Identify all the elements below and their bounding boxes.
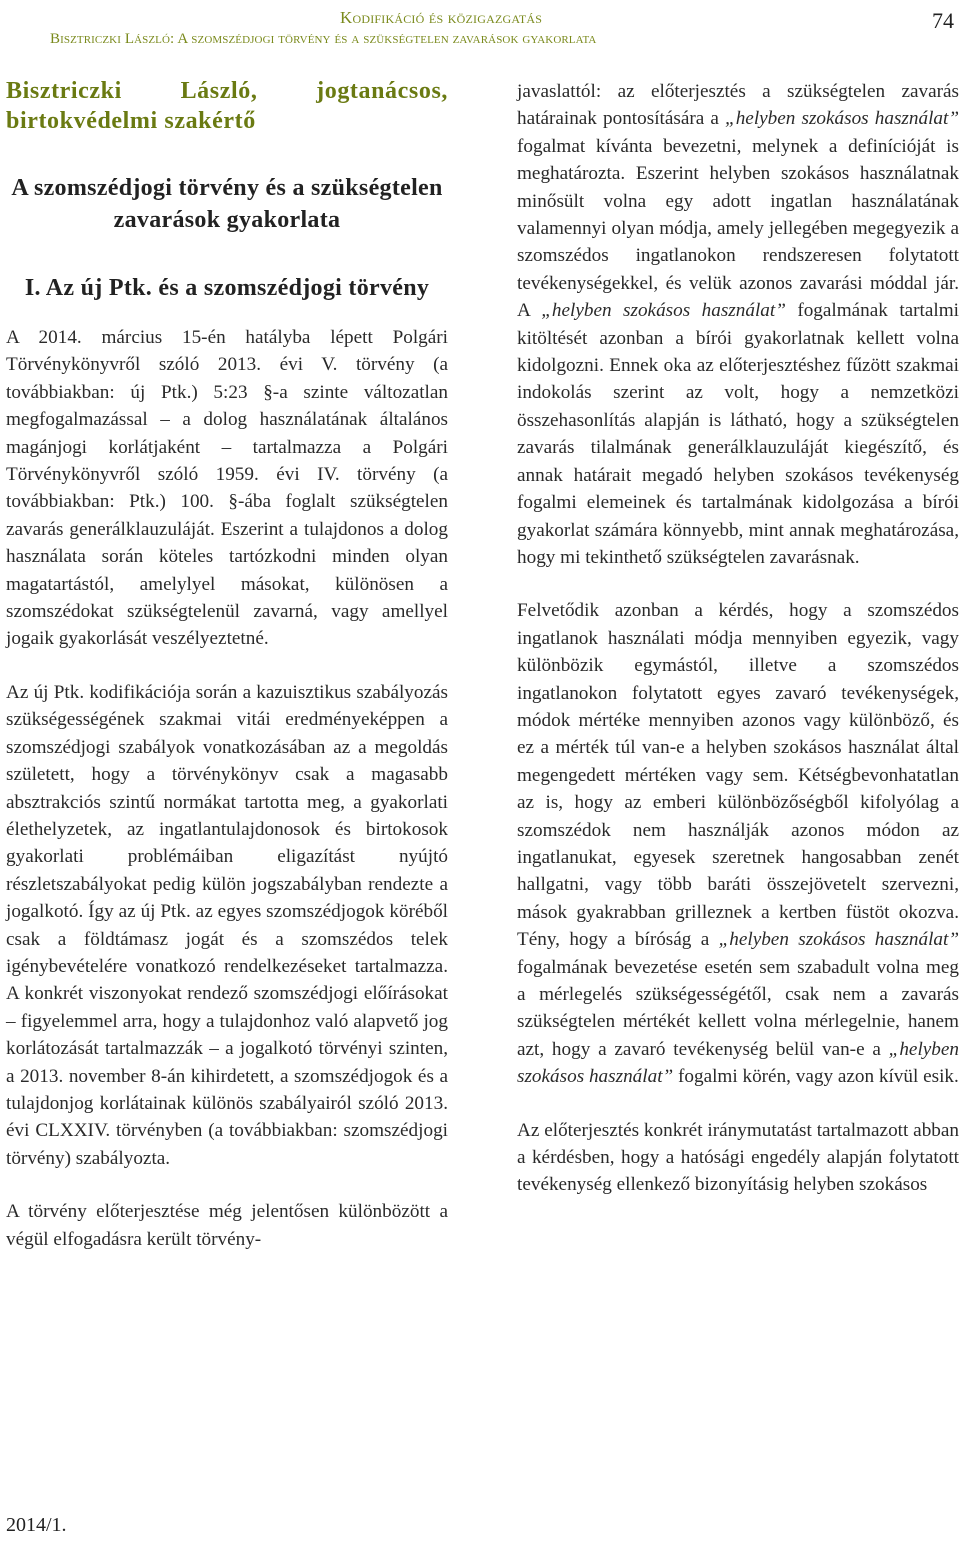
paragraph: Az új Ptk. kodifikációja során a kazuisztikus szabályozás szükségességének szakmai vitái eredményeképpen a szomszédjogi szabályok vonatkozásában az a megoldás született, hogy a törvénykönyv csak a magasabb absztrakciós szintű normákat tartotta meg, a gyakorlati élethelyzetek, az ingatlantulajdonosok és birtokosok gyakorlati problémáiban eligazítást nyújtó részletszabályokat pedig külön jogszabályban rendezte a jogalkotó. Így az új Ptk. az egyes szomszédjogok köréből csak a földtámasz jogát és a szomszédos telek igénybevételére vonatkozó rendelkezéseket tartalmazza. A konkrét viszonyokat rendező szomszédjogi előírásokat – figyelemmel arra, hogy a tulajdonhoz való alapvető jog korlátozását tartalmazzák – a jogalkotó törvényi szinten, a 2013. november 8-án kihirdetett, a szomszédjogok és a tulajdonjog korlátainak különös szabályairól szóló 2013. évi CLXXIV. törvényben (a továbbiakban: szomszédjogi törvény) szabályozta.: [6, 681, 448, 1169]
text-run: fogalmi körén, vagy azon kívül esik.: [673, 1066, 959, 1088]
italic-term: „helyben szokásos használat”: [541, 300, 786, 322]
right-column: [517, 78, 959, 1199]
paragraph: [517, 597, 959, 1090]
running-title: Bisztriczki László: A szomszédjogi törvény és a szükségtelen zavarások gyakorlata: [50, 31, 597, 47]
text-run: fogalmának bevezetése esetén sem szabadult volna meg a mérlegelés szükségességétől, csak nem a zavarás szükségtelen mértékét kellett volna mérlegelnie, hanem azt, hogy a zavaró tevékenység belül van-e a: [517, 956, 959, 1060]
text-run: Felvetődik azonban a kérdés, hogy a szomszédos ingatlanok használati módja mennyiben egyezik, vagy különbözik egymástól, illetve a szomszédos ingatlanokon folytatott egyes zavaró tevékenységek, módok mértéke mennyiben azonos vagy különböző, és ez a mérték túl van-e a helyben szokásos használat által megengedett mértéken vagy sem. Kétségbevonhatatlan az is, hogy az emberi különbözőségből kifolyólag a szomszédok nem használják azonos módon az ingatlanukat, egyesek szeretnek hangosabban zenét hallgatni, vagy több baráti összejövetelt szervezni, mások gyakrabban grilleznek a kertben füstöt okozva. Tény, hogy a bíróság a: [517, 600, 959, 951]
left-column: [6, 76, 448, 1253]
author-line: Bisztriczki László, jogtanácsos, birtokvédelmi szakértő: [6, 78, 448, 134]
paragraph: A törvény előterjesztése még jelentősen különbözött a végül elfogadásra került törvény-: [6, 1201, 448, 1250]
text-run: fogalmának tartalmi kitöltését azonban a bírói gyakorlatnak kellett volna kidolgozni. Ennek oka az előterjesztéshez fűzött szakmai indokolás szerint az volt, hogy a nemzetközi összehasonlítás alapján is látható, hogy a szükségtelen zavarás tilalmának generálklauzuláját kiegészítő, és annak határait megadó helyben szokásos tevékenység fogalmi elemeinek és tartalmának kidolgozása a bírói gyakorlat számára könnyebb, mint annak meghatározása, hogy mi tekinthető szükségtelen zavarásnak.: [517, 300, 959, 568]
issue-footer: 2014/1.: [6, 1514, 67, 1536]
text-run: javaslattól: az előterjesztés a szükségtelen zavarás határainak pontosítására a: [517, 81, 959, 130]
paragraph: Az előterjesztés konkrét iránymutatást tartalmazott abban a kérdésben, hogy a hatósági engedély alapján folytatott tevékenység ellenkező bizonyításig helyben szokásos: [517, 1119, 959, 1196]
article-title: A szomszédjogi törvény és a szükségtelen zavarások gyakorlata: [11, 175, 443, 233]
section-heading: I. Az új Ptk. és a szomszédjogi törvény: [24, 275, 430, 301]
italic-term: „helyben szokásos használat”: [718, 929, 959, 951]
page-header: [0, 4, 960, 48]
journal-name: Kodifikáció és közigazgatás: [340, 8, 543, 27]
paragraph: [517, 78, 959, 571]
text-run: fogalmat kívánta bevezetni, melynek a definícióját is meghatározta. Eszerint helyben szokásos használatnak minősült volna egy adott ingatlan használatának valamennyi olyan módja, amely jellegében megegyezik a szomszédos ingatlanokon rendszeresen folytatott tevékenységekkel, és velük azonos zavarási móddal jár. A: [517, 135, 959, 322]
italic-term: „helyben szokásos használat”: [517, 1038, 959, 1088]
italic-term: „helyben szokásos használat”: [725, 108, 960, 130]
page-number: 74: [932, 8, 954, 33]
paragraph: A 2014. március 15-én hatályba lépett Polgári Törvénykönyvről szóló 2013. évi V. törvény (a továbbiakban: új Ptk.) 5:23 §-a szinte változatlan megfogalmazással – a dolog használatának általános magánjogi korlátjaként – tartalmazza a Polgári Törvénykönyvről szóló 1959. évi IV. törvény (a továbbiakban: Ptk.) 100. §-ába foglalt szükségtelen zavarás generálklauzuláját. Eszerint a tulajdonos a dolog használata során köteles tartózkodni minden olyan magatartástól, amelylyel másokat, különösen a szomszédokat szükségtelenül zavarná, vagy amellyel jogaik gyakorlását veszélyeztetné.: [6, 327, 448, 650]
